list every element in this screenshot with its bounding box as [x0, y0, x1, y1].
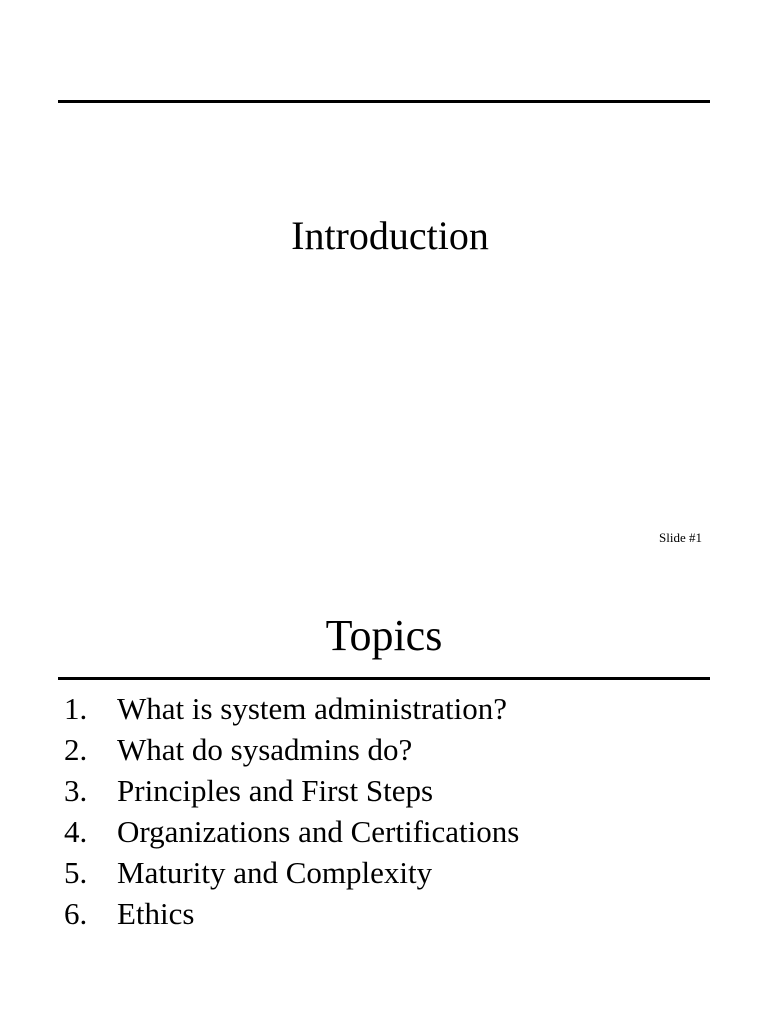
topic-text: What is system administration? [117, 691, 508, 726]
top-rule [58, 100, 710, 103]
slide-title: Topics [325, 611, 443, 660]
list-item [64, 893, 519, 934]
list-item [64, 811, 519, 852]
list-item [64, 852, 519, 893]
topic-number: 3. [64, 773, 88, 808]
slide-title: Introduction [291, 213, 489, 258]
topic-text: Maturity and Complexity [117, 855, 433, 890]
topic-number: 5. [64, 855, 88, 890]
topic-number: 1. [64, 691, 88, 726]
list-item [64, 729, 519, 770]
topic-text: Principles and First Steps [117, 773, 434, 808]
title-rule [58, 677, 710, 680]
list-item [64, 770, 519, 811]
topic-text: Organizations and Certifications [117, 814, 520, 849]
topic-number: 4. [64, 814, 88, 849]
topic-text: What do sysadmins do? [117, 732, 413, 767]
list-item [64, 688, 519, 729]
topic-text: Ethics [117, 896, 195, 931]
slide-2 [0, 560, 768, 1024]
topic-number: 6. [64, 896, 88, 931]
slide-number: Slide #1 [659, 530, 702, 545]
topic-number: 2. [64, 732, 88, 767]
topic-list [64, 688, 519, 934]
